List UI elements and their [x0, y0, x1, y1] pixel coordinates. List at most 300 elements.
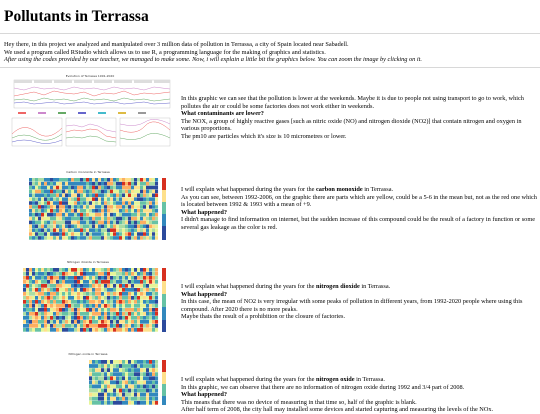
- heatmap-cell: [110, 236, 113, 240]
- heatmap-cell: [110, 304, 113, 308]
- heatmap-cell: [92, 312, 95, 316]
- heatmap-cell: [83, 186, 86, 190]
- heatmap-cell: [56, 401, 59, 405]
- heatmap-cell: [89, 376, 92, 380]
- heatmap-cell: [59, 217, 62, 221]
- heatmap-cell: [38, 209, 41, 213]
- heatmap-cell: [50, 364, 53, 368]
- heatmap-cell: [71, 178, 74, 182]
- heatmap-cell: [38, 186, 41, 190]
- heatmap-cell: [149, 221, 152, 225]
- heatmap-cell: [131, 232, 134, 236]
- heatmap-cell: [35, 380, 38, 384]
- heatmap-cell: [20, 232, 23, 236]
- series-line: [120, 122, 170, 132]
- heatmap-cell: [89, 372, 92, 376]
- heatmap-cell: [29, 190, 32, 194]
- heatmap-cell: [53, 272, 56, 276]
- heatmap-cell: [125, 209, 128, 213]
- heatmap-cell: [152, 368, 155, 372]
- heatmap-cell: [140, 385, 143, 389]
- heatmap-cell: [32, 194, 35, 198]
- heatmap-cell: [98, 397, 101, 401]
- heatmap-cell: [113, 389, 116, 393]
- heatmap-cell: [80, 272, 83, 276]
- heatmap-cell: [71, 194, 74, 198]
- heatmap-cell: [104, 292, 107, 296]
- heatmap-cell: [152, 284, 155, 288]
- heatmap-cell: [80, 205, 83, 209]
- heatmap-cell: [77, 268, 80, 272]
- heatmap-cell: [23, 324, 26, 328]
- heatmap-cell: [77, 194, 80, 198]
- heatmap-cell: [53, 190, 56, 194]
- heatmap-cell: [137, 304, 140, 308]
- heatmap-cell: [50, 324, 53, 328]
- heatmap-cell: [149, 292, 152, 296]
- heatmap-cell: [140, 360, 143, 364]
- heatmap-cell: [71, 205, 74, 209]
- heatmap-cell: [41, 213, 44, 217]
- heatmap-cell: [149, 328, 152, 332]
- heatmap-cell: [107, 280, 110, 284]
- heatmap-cell: [38, 205, 41, 209]
- heatmap-cell: [155, 205, 158, 209]
- heatmap-cell: [89, 360, 92, 364]
- heatmap-cell: [113, 280, 116, 284]
- heatmap-cell: [125, 316, 128, 320]
- heatmap-cell: [89, 312, 92, 316]
- colorbar: [162, 178, 166, 240]
- heatmap-cell: [65, 364, 68, 368]
- evolution-chart-image: [8, 72, 172, 164]
- heatmap-cell: [116, 190, 119, 194]
- heatmap-cell: [38, 372, 41, 376]
- heatmap-cell: [119, 393, 122, 397]
- heatmap-cell: [53, 360, 56, 364]
- heatmap-cell: [98, 372, 101, 376]
- heatmap-cell: [26, 312, 29, 316]
- heatmap-cell: [116, 401, 119, 405]
- heatmap-cell: [92, 368, 95, 372]
- heatmap-cell: [62, 186, 65, 190]
- heatmap-cell: [26, 397, 29, 401]
- heatmap-cell: [101, 385, 104, 389]
- heatmap-cell: [140, 272, 143, 276]
- heatmap-cell: [23, 385, 26, 389]
- heatmap-cell: [137, 328, 140, 332]
- heatmap-cell: [74, 368, 77, 372]
- heatmap-cell: [23, 376, 26, 380]
- heatmap-cell: [80, 190, 83, 194]
- heatmap-cell: [83, 213, 86, 217]
- heatmap-cell: [59, 389, 62, 393]
- heatmap-cell: [116, 368, 119, 372]
- heatmap-cell: [119, 401, 122, 405]
- heatmap-cell: [53, 228, 56, 232]
- paragraph: The pm10 are particles which it's size is 10 micrometres or lower.: [181, 132, 347, 140]
- heatmap-cell: [23, 213, 26, 217]
- heatmap-cell: [71, 397, 74, 401]
- heatmap-cell: [104, 312, 107, 316]
- heatmap-cell: [71, 372, 74, 376]
- heatmap-cell: [95, 197, 98, 201]
- heatmap-cell: [41, 276, 44, 280]
- heatmap-cell: [80, 186, 83, 190]
- heatmap-cell: [80, 225, 83, 229]
- heatmap-cell: [32, 236, 35, 240]
- heatmap-cell: [29, 380, 32, 384]
- heatmap-cell: [35, 316, 38, 320]
- heatmap-cell: [80, 389, 83, 393]
- heatmap-cell: [146, 178, 149, 182]
- heatmap-cell: [140, 178, 143, 182]
- heatmap-cell: [95, 268, 98, 272]
- heatmap-cell: [149, 312, 152, 316]
- heatmap-cell: [155, 284, 158, 288]
- heatmap-cell: [143, 186, 146, 190]
- heatmap-cell: [86, 397, 89, 401]
- heatmap-cell: [152, 316, 155, 320]
- heatmap-cell: [32, 393, 35, 397]
- heatmap-cell: [134, 401, 137, 405]
- heatmap-cell: [122, 201, 125, 205]
- heatmap-cell: [38, 304, 41, 308]
- heatmap-cell: [56, 296, 59, 300]
- heatmap-cell: [110, 312, 113, 316]
- heatmap-cell: [134, 300, 137, 304]
- heatmap-cell: [86, 300, 89, 304]
- heatmap-cell: [98, 296, 101, 300]
- heatmap-cell: [128, 232, 131, 236]
- heatmap-cell: [74, 380, 77, 384]
- nitrogen-dioxide-heatmap-thumbnail[interactable]: [8, 258, 172, 336]
- heatmap-cell: [95, 296, 98, 300]
- heatmap-cell: [26, 360, 29, 364]
- heatmap-cell: [143, 320, 146, 324]
- heatmap-cell: [65, 312, 68, 316]
- heatmap-cell: [47, 272, 50, 276]
- heatmap-cell: [119, 288, 122, 292]
- heatmap-cell: [47, 372, 50, 376]
- heatmap-cell: [23, 217, 26, 221]
- heatmap-cell: [53, 213, 56, 217]
- heatmap-cell: [140, 312, 143, 316]
- heatmap-cell: [116, 312, 119, 316]
- heatmap-cell: [29, 236, 32, 240]
- heatmap-cell: [107, 376, 110, 380]
- heatmap-cell: [146, 393, 149, 397]
- heatmap-cell: [146, 385, 149, 389]
- heatmap-cell: [74, 236, 77, 240]
- colorbar-step: [162, 360, 166, 372]
- heatmap-cell: [95, 364, 98, 368]
- heatmap-cell: [119, 324, 122, 328]
- heatmap-cell: [26, 225, 29, 229]
- heatmap-cell: [125, 288, 128, 292]
- heatmap-cell: [74, 364, 77, 368]
- heatmap-cell: [152, 380, 155, 384]
- heatmap-cell: [137, 300, 140, 304]
- heatmap-cell: [113, 201, 116, 205]
- heatmap-cell: [47, 389, 50, 393]
- heatmap-cell: [101, 308, 104, 312]
- series-line: [120, 133, 170, 139]
- heatmap-cell: [92, 182, 95, 186]
- heatmap-cell: [95, 205, 98, 209]
- heatmap-cell: [74, 194, 77, 198]
- heatmap-cell: [143, 194, 146, 198]
- heatmap-cell: [95, 312, 98, 316]
- heatmap-cell: [62, 217, 65, 221]
- heatmap-cell: [98, 213, 101, 217]
- heatmap-cell: [41, 372, 44, 376]
- heatmap-cell: [44, 296, 47, 300]
- heatmap-cell: [119, 312, 122, 316]
- heatmap-cell: [98, 182, 101, 186]
- heatmap-cell: [20, 221, 23, 225]
- heatmap-cell: [65, 213, 68, 217]
- heatmap-cell: [47, 201, 50, 205]
- heatmap-cell: [152, 312, 155, 316]
- heatmap-cell: [125, 205, 128, 209]
- heatmap-cell: [122, 304, 125, 308]
- legend-key: [118, 112, 126, 114]
- heatmap-cell: [50, 232, 53, 236]
- heatmap-cell: [32, 225, 35, 229]
- heatmap-cell: [116, 380, 119, 384]
- heatmap-cell: [26, 320, 29, 324]
- nitrogen-oxide-heatmap-thumbnail[interactable]: [8, 350, 172, 405]
- heatmap-cell: [149, 194, 152, 198]
- heatmap-cell: [137, 268, 140, 272]
- heatmap-cell: [152, 360, 155, 364]
- heatmap-cell: [65, 328, 68, 332]
- heatmap-cell: [77, 205, 80, 209]
- heatmap-cell: [125, 213, 128, 217]
- heatmap-cell: [32, 276, 35, 280]
- heatmap-cell: [77, 288, 80, 292]
- heatmap-cell: [71, 288, 74, 292]
- heatmap-cell: [44, 186, 47, 190]
- heatmap-cell: [50, 397, 53, 401]
- heatmap-cell: [110, 300, 113, 304]
- heatmap-cell: [146, 201, 149, 205]
- heatmap-cell: [143, 372, 146, 376]
- heatmap-cell: [83, 221, 86, 225]
- heatmap-cell: [137, 316, 140, 320]
- heatmap-cell: [137, 190, 140, 194]
- heatmap-cell: [134, 232, 137, 236]
- heatmap-cell: [56, 284, 59, 288]
- heatmap-cell: [38, 221, 41, 225]
- heatmap-cell: [137, 182, 140, 186]
- heatmap-cell: [86, 201, 89, 205]
- heatmap-cell: [140, 197, 143, 201]
- heatmap-cell: [20, 280, 23, 284]
- heatmap-cell: [56, 228, 59, 232]
- heatmap-cell: [104, 221, 107, 225]
- heatmap-cell: [155, 228, 158, 232]
- heatmap-cell: [98, 205, 101, 209]
- heatmap-cell: [113, 232, 116, 236]
- paragraph: I will explain what happened during the years for the nitrogen oxide in Terrassa.: [181, 376, 385, 383]
- heatmap-cell: [137, 221, 140, 225]
- heatmap-cell: [65, 178, 68, 182]
- heatmap-cell: [134, 186, 137, 190]
- heatmap-cell: [50, 288, 53, 292]
- heatmap-cell: [65, 236, 68, 240]
- heatmap-cell: [101, 280, 104, 284]
- heatmap-cell: [122, 284, 125, 288]
- heatmap-cell: [89, 368, 92, 372]
- heatmap-cell: [47, 308, 50, 312]
- heatmap-cell: [110, 292, 113, 296]
- heatmap-cell: [29, 328, 32, 332]
- heatmap-cell: [119, 308, 122, 312]
- heatmap-cell: [80, 292, 83, 296]
- heatmap-cell: [29, 401, 32, 405]
- heatmap-cell: [50, 182, 53, 186]
- heatmap-cell: [68, 232, 71, 236]
- heatmap-cell: [122, 385, 125, 389]
- heatmap-cell: [35, 272, 38, 276]
- heatmap-cell: [47, 364, 50, 368]
- heatmap-cell: [59, 393, 62, 397]
- heatmap-cell: [122, 364, 125, 368]
- heatmap-cell: [98, 304, 101, 308]
- heatmap-cell: [104, 397, 107, 401]
- heatmap-cell: [128, 320, 131, 324]
- heatmap-cell: [56, 178, 59, 182]
- heatmap-cell: [74, 385, 77, 389]
- heatmap-cell: [47, 232, 50, 236]
- heatmap-cell: [152, 389, 155, 393]
- heatmap-cell: [125, 280, 128, 284]
- heatmap-cell: [140, 401, 143, 405]
- heatmap-cell: [41, 380, 44, 384]
- heatmap-cell: [29, 360, 32, 364]
- heatmap-cell: [32, 389, 35, 393]
- heatmap-cell: [53, 320, 56, 324]
- heatmap-cell: [155, 280, 158, 284]
- heatmap-cell: [71, 225, 74, 229]
- heatmap-cell: [104, 324, 107, 328]
- heatmap-cell: [92, 225, 95, 229]
- heatmap-cell: [113, 372, 116, 376]
- heatmap-cell: [107, 209, 110, 213]
- heatmap-cell: [41, 186, 44, 190]
- heatmap-cell: [110, 385, 113, 389]
- heatmap-cell: [80, 232, 83, 236]
- heatmap-cell: [83, 308, 86, 312]
- legend-key: [18, 112, 26, 114]
- heatmap-cell: [122, 324, 125, 328]
- paragraph: I will explain what happened during the years for the carbon monoxide in Terrassa.: [181, 186, 394, 193]
- heatmap-cell: [134, 268, 137, 272]
- heatmap-cell: [149, 288, 152, 292]
- heatmap-cell: [35, 288, 38, 292]
- heatmap-cell: [83, 389, 86, 393]
- heatmap-cell: [140, 376, 143, 380]
- heatmap-cell: [59, 232, 62, 236]
- heatmap-cell: [134, 296, 137, 300]
- heatmap-cell: [134, 236, 137, 240]
- heatmap-cell: [65, 182, 68, 186]
- heatmap-cell: [83, 201, 86, 205]
- heatmap-cell: [107, 364, 110, 368]
- heatmap-cell: [65, 376, 68, 380]
- heatmap-cell: [41, 190, 44, 194]
- heatmap-cell: [140, 182, 143, 186]
- heatmap-cell: [56, 380, 59, 384]
- heatmap-cell: [89, 397, 92, 401]
- heatmap-cell: [35, 372, 38, 376]
- heatmap-cell: [134, 201, 137, 205]
- heatmap-cell: [80, 201, 83, 205]
- heatmap-cell: [59, 178, 62, 182]
- heatmap-cell: [71, 401, 74, 405]
- heatmap-cell: [113, 316, 116, 320]
- heatmap-cell: [137, 397, 140, 401]
- heatmap-cell: [89, 284, 92, 288]
- heatmap-cell: [125, 197, 128, 201]
- heatmap-cell: [134, 209, 137, 213]
- title-divider: [0, 33, 540, 34]
- heatmap-cell: [41, 221, 44, 225]
- heatmap-cell: [95, 401, 98, 405]
- heatmap-cell: [122, 186, 125, 190]
- heatmap-cell: [143, 221, 146, 225]
- heatmap-cell: [113, 393, 116, 397]
- heatmap-cell: [44, 232, 47, 236]
- heatmap-cell: [104, 364, 107, 368]
- heatmap-cell: [38, 380, 41, 384]
- carbon-monoxide-heatmap-thumbnail[interactable]: [8, 168, 172, 244]
- heatmap-cell: [74, 304, 77, 308]
- heatmap-cell: [68, 197, 71, 201]
- heatmap-cell: [101, 296, 104, 300]
- heatmap-cell: [56, 205, 59, 209]
- heatmap-cell: [41, 236, 44, 240]
- heatmap-cell: [77, 232, 80, 236]
- heatmap-cell: [83, 401, 86, 405]
- evolution-chart-thumbnail[interactable]: [8, 72, 172, 164]
- heatmap-cell: [116, 364, 119, 368]
- heatmap-cell: [56, 328, 59, 332]
- heatmap-cell: [149, 182, 152, 186]
- heatmap-cell: [131, 320, 134, 324]
- heatmap-cell: [68, 308, 71, 312]
- heatmap-cell: [47, 385, 50, 389]
- heatmap-cell: [59, 194, 62, 198]
- heatmap-cell: [77, 209, 80, 213]
- heatmap-cell: [77, 328, 80, 332]
- heatmap-cell: [65, 225, 68, 229]
- heatmap-cell: [86, 194, 89, 198]
- heatmap-cell: [32, 213, 35, 217]
- heatmap-cell: [26, 401, 29, 405]
- heatmap-cell: [101, 360, 104, 364]
- heatmap-cell: [98, 380, 101, 384]
- colorbar-step: [162, 226, 166, 240]
- heatmap-cell: [125, 360, 128, 364]
- heatmap-cell: [116, 320, 119, 324]
- heatmap-cell: [74, 389, 77, 393]
- thumb-title: Evolution of Terrassa 1991-2020: [65, 74, 115, 78]
- heatmap-cell: [134, 213, 137, 217]
- heatmap-cell: [23, 300, 26, 304]
